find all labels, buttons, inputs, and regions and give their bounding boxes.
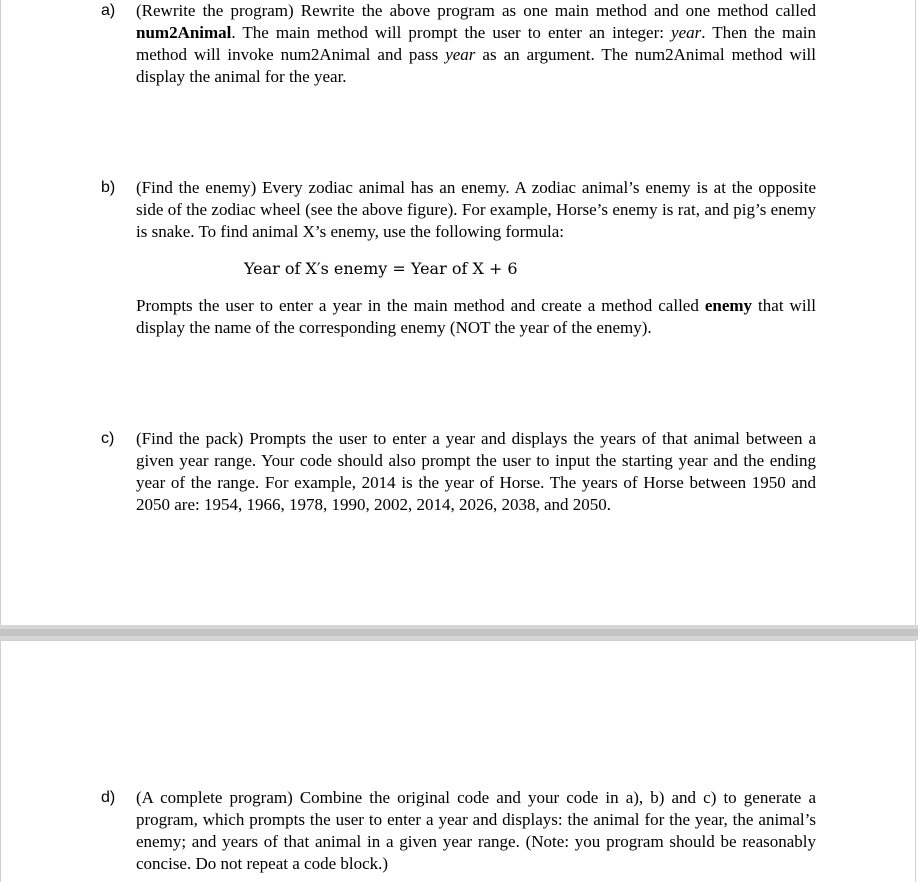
part-a-text: (Rewrite the program) Rewrite the above program as one main method and one method called num2Animal. The main method will prompt the user to enter an integer: year. Then the main method will invoke num2Animal and pass year as an argument. The num2Animal method will display the animal for the year. [136, 1, 816, 86]
part-d-text: (A complete program) Combine the original code and your code in a), b) and c) to generate a program, which prompts the user to enter a year and displays: the animal for the year, the animal’s enemy; and years of that animal in a given year range. (Note: you program should be reasonably concise. Do not repeat a code block.) [136, 788, 816, 873]
part-b-intro: (Find the enemy) Every zodiac animal has an enemy. A zodiac animal’s enemy is at the opposite side of the zodiac wheel (see the above figure). For example, Horse’s enemy is rat, and pig’s enemy is snake. To find animal X’s enemy, use the following formula: [136, 178, 816, 241]
part-a-marker: a) [101, 2, 116, 19]
document-page-2 [0, 640, 916, 882]
enemy-formula: Year of X′s enemy = Year of X + 6 [244, 259, 518, 278]
page-separator [0, 625, 918, 640]
part-c-marker: c) [101, 430, 115, 447]
enemy-bold: enemy [704, 296, 753, 315]
part-c-text: (Find the pack) Prompts the user to enter a year and displays the years of that animal between a given year range. Your code should also prompt the user to input the starting year and the ending year of the range. For example, 2014 is the year of Horse. The years of Horse between 1950 and 2050 are: 1954, 1966, 1978, 1990, 2002, 2014, 2026, 2038, and 2050. [136, 429, 816, 514]
part-d-marker: d) [101, 789, 116, 806]
part-b-instructions: Prompts the user to enter a year in the main method and create a method called enemy that will display the name of the corresponding enemy (NOT the year of the enemy). [136, 296, 816, 337]
num2animal-bold: num2Animal [136, 23, 232, 42]
part-b-marker: b) [101, 179, 116, 196]
